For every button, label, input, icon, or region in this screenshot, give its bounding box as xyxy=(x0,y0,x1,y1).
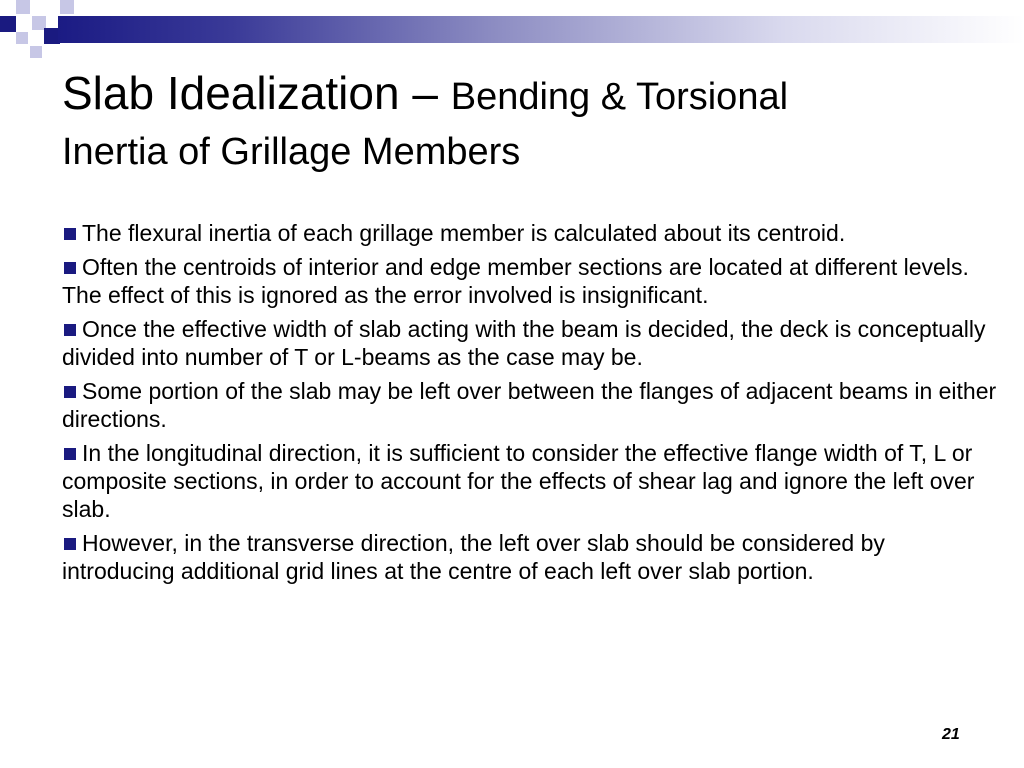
square-bullet-icon xyxy=(64,324,76,336)
bullet-item xyxy=(62,377,997,433)
bullet-item xyxy=(62,529,997,585)
bullet-text: In the longitudinal direction, it is sufficient to consider the effective flange width of T, L or composite sections, in order to account for the effects of shear lag and ignore the left over slab. xyxy=(62,440,975,522)
bullet-item xyxy=(62,315,997,371)
slide-title xyxy=(62,62,1002,129)
decor-square-light-1 xyxy=(16,0,30,14)
bullet-list xyxy=(62,219,997,591)
square-bullet-icon xyxy=(64,386,76,398)
bullet-text: The flexural inertia of each grillage member is calculated about its centroid. xyxy=(82,220,846,246)
page-number: 21 xyxy=(942,726,960,743)
header-gradient-bar xyxy=(58,16,1024,43)
bullet-text: Some portion of the slab may be left over between the flanges of adjacent beams in either directions. xyxy=(62,378,997,432)
square-bullet-icon xyxy=(64,538,76,550)
bullet-text: Often the centroids of interior and edge member sections are located at different levels. The effect of this is ignored as the error involved is insignificant. xyxy=(62,254,969,308)
bullet-item xyxy=(62,219,997,247)
decor-square-dark-1 xyxy=(0,16,16,32)
bullet-text: Once the effective width of slab acting with the beam is decided, the deck is conceptually divided into number of T or L-beams as the case may be. xyxy=(62,316,986,370)
decor-square-light-3 xyxy=(60,0,74,14)
slide-title-main: Slab Idealization – xyxy=(62,67,451,119)
square-bullet-icon xyxy=(64,448,76,460)
bullet-item xyxy=(62,439,997,523)
decor-square-light-4 xyxy=(16,32,28,44)
bullet-item xyxy=(62,253,997,309)
square-bullet-icon xyxy=(64,262,76,274)
bullet-text: However, in the transverse direction, the left over slab should be considered by introducing additional grid lines at the centre of each left over slab portion. xyxy=(62,530,885,584)
square-bullet-icon xyxy=(64,228,76,240)
decor-square-light-5 xyxy=(30,46,42,58)
slide-title-line2: Inertia of Grillage Members xyxy=(62,131,521,173)
slide-title-sub: Bending & Torsional xyxy=(450,76,789,118)
